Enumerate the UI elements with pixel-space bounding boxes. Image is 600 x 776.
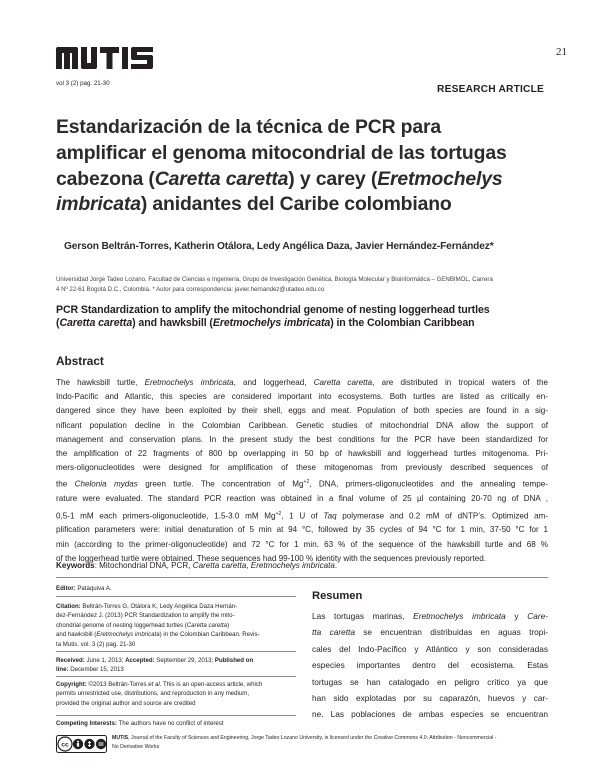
affiliation: Universidad Jorge Tadeo Lozano, Facultad de Ciencias e Ingeniería, Grupo de Investigación Genética, Biología Molecular y Bioinformática – GENBIMOL, Carrera 4 Nº 22-61 Bogotá D.C., Colombia. * Autor para correspondencia: javier.hernandez@utadeo.edu.co — [56, 276, 493, 293]
title-line: Estandarización de la técnica de PCR para — [56, 116, 442, 138]
divider — [56, 715, 296, 716]
volume-info: vol 3 (2) pag. 21-30 — [56, 80, 110, 87]
title-line: imbricata) anidantes del Caribe colombiano — [56, 193, 452, 216]
resumen-body: Las tortugas marinas, Eretmochelys imbricata y Care- tta caretta se encuentran distribuidas en aguas tropi- cales del Indo-Pacífico y Atlántico y son consideradas especies importantes dentro del ecosistema. Estas tortugas se han catalogado en peligro crítico ya que han sido explotadas por su caparazón, huevos y car- ne. Las poblaciones de ambas especies se encuentran — [312, 611, 548, 720]
noderivs-icon — [96, 739, 106, 749]
creative-commons-badge — [56, 735, 107, 753]
divider — [56, 577, 548, 578]
english-title: PCR Standardization to amplify the mitochondrial genome of nesting loggerhead turtles (Caretta caretta) and hawksbill (Eretmochelys imbricata) in the Colombian Caribbean — [56, 304, 490, 329]
citation-info: Citation: Beltrán-Torres G, Otálora K, Ledy Angélica Daza Hernán- dez-Fernández J. (2013) PCR Standardization to amplify the mito- chondrial genome of nesting loggerhead turtles (Caretta caretta) and hawksbill (Eretmochelys imbricata) in the Colombian Caribbean. Revis- ta Mutis. vol. 3 (2) pag. 21-30 — [56, 603, 260, 648]
title-line: cabezona (Caretta caretta) y carey (Eretmochelys — [56, 167, 503, 190]
license-text: MUTIS, Journal of the Faculty of Sciences and Engineering, Jorge Tadeo Lozano University, is licensed under the Creative Commons 4.0: Attribution - Noncommercial - No Derivative Works — [112, 735, 497, 751]
copyright-info: Copyright: ©2013 Beltrán-Torres et al. This is an open-access article, which permits unrestricted use, distributions, and reproduction in any medium, provided the original author and source are credited — [56, 681, 263, 707]
page-number: 21 — [556, 46, 567, 58]
journal-logo — [56, 47, 159, 69]
editor-info: Editor: Pataquiva A. — [56, 585, 112, 592]
author-list: Gerson Beltrán-Torres, Katherin Otálora, Ledy Angélica Daza, Javier Hernández-Fernández* — [64, 241, 494, 252]
cc-icon-text: cc — [61, 741, 69, 749]
keywords: Keywords: Mitochondrial DNA, PCR, Caretta caretta, Eretmochelys imbricata. — [56, 561, 338, 570]
article-title — [56, 115, 556, 218]
title-line: amplificar el genoma mitocondrial de las tortugas — [56, 141, 507, 164]
divider — [56, 596, 296, 597]
competing-interests: Competing Interests: The authors have no conflict of interest — [56, 720, 224, 727]
abstract-body: The hawksbill turtle, Eretmochelys imbricata, and loggerhead, Caretta caretta, are distributed in tropical waters of the Indo-Pacific and Atlantic, this species are considered important into ecosystems. Both turtles are listed as critically en- dangered since they have been exploited by their shell, eggs and meat. Population of both species are found in a sig- nificant population decline in the Colombian Caribbean. Genetic studies of mitochondrial DNA allow the support of management and conservation plans. In the present study the best conditions for the PCR have been standardized for the amplification of 22 fragments of 800 bp overlapping in 50 bp of hawksbill and loggerhead turtles mitogenoma. Pri- mers-oligonucleotides were designed for amplification of these mitogenomas from previously described sequences of the Chelonia mydas green turtle. The concentration of $Mg^{+2}$, DNA, primers-oligonucleotides and the annealing tempe- rature were evaluated. The standard PCR reaction was obtained in a final volume of 25 µl containing 20-70 ng of DNA , 0,5-1 mM each primers-oligonucleotide, 1.5-3.0 mM $Mg^{+2}$, 1 U of Taq polymerase and 0.2 mM of dNTP’s. Optimized am- plification parameters were: initial denaturation of 5 min at 94 °C, followed by 35 cycles of 94 °C for 1 min, 37-50 °C for 1 min (according to the primer-oligonucleotide) and 72 °C for 1 min. 63 % of the sequence of the hawksbill turtle and 68 % of the loggerhead turtle were obtained. These sequences had 99-100 % identity with the sequences previously reported. — [56, 378, 549, 563]
divider — [56, 676, 296, 677]
article-type: RESEARCH ARTICLE — [437, 84, 544, 95]
publication-dates: Received: June 1, 2013; Accepted: September 29, 2013; Published on line: December 15, 2013 — [56, 657, 254, 674]
abstract-heading: Abstract — [56, 354, 104, 368]
divider — [56, 651, 296, 652]
resumen-heading: Resumen — [312, 590, 363, 602]
